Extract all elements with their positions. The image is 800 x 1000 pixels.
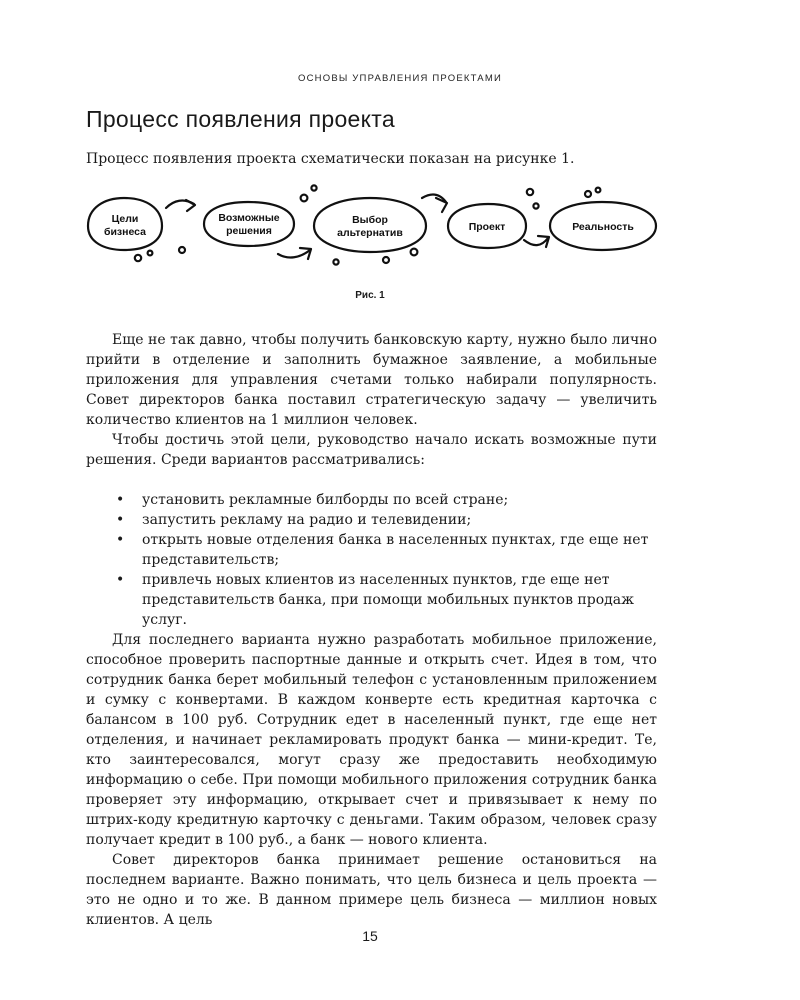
- paragraph: Для последнего варианта нужно разработать мобильное приложение, способное проверить паспортные данные и открыть счет. Идея в том, что сотрудник банка берет мобильный телефон с установленным приложением и сумку с конвертами. В каждом конверте есть кредитная карточка с балансом в 100 руб. Сотрудник едет в населенный пункт, где еще нет отделения, и начинает рекламировать продукт банка — мини-кредит. Те, кто заинтересовался, могут сразу же предоставить необходимую информацию о себе. При помощи мобильного приложения сотрудник банка проверяет эту информацию, открывает счет и привязывает к нему по штрих-коду кредитную карточку с деньгами. Таким образом, человек сразу получает кредит в 100 руб., а банк — нового клиента.: [86, 632, 657, 848]
- bullet-icon: •: [116, 572, 125, 588]
- page-number: 15: [362, 928, 378, 944]
- node-choice-line1: Выбор: [352, 214, 388, 226]
- process-diagram: [78, 184, 678, 266]
- node-solutions-line1: Возможные: [218, 212, 280, 224]
- running-head: ОСНОВЫ УПРАВЛЕНИЯ ПРОЕКТАМИ: [298, 73, 502, 84]
- list-item: [86, 570, 657, 630]
- list-item: [86, 510, 657, 530]
- arrow-icon: [186, 200, 195, 211]
- node-project: Проект: [468, 221, 506, 233]
- node-choice-line2: альтернатив: [337, 227, 403, 239]
- node-goals-line1: Цели: [111, 213, 139, 225]
- node-solutions-line2: решения: [226, 225, 272, 237]
- paragraph: Совет директоров банка принимает решение остановиться на последнем варианте. Важно понимать, что цель бизнеса и цель проекта — это не одно и то же. В данном примере цель бизнеса — миллион новых клиентов. А цель: [86, 852, 657, 928]
- paragraph: Еще не так давно, чтобы получить банковскую карту, нужно было лично прийти в отделение и заполнить бумажное заявление, а мобильные приложения для управления счетами только набирали популярность. Совет директоров банка поставил стратегическую задачу — увеличить количество клиентов на 1 миллион человек.: [86, 332, 657, 428]
- body-text-top: [86, 330, 657, 470]
- section-title: Процесс появления проекта: [86, 106, 395, 132]
- node-reality: Реальность: [572, 221, 634, 233]
- paragraph: Чтобы достичь этой цели, руководство начало искать возможные пути решения. Среди вариантов рассматривались:: [86, 432, 657, 468]
- bullet-list: [86, 490, 657, 630]
- list-item-text: запустить рекламу на радио и телевидении;: [142, 512, 472, 528]
- intro-paragraph: Процесс появления проекта схематически показан на рисунке 1.: [86, 151, 575, 167]
- body-text-bottom: [86, 630, 657, 930]
- list-item-text: открыть новые отделения банка в населенных пунктах, где еще нет представительств;: [142, 532, 649, 568]
- list-item: [86, 490, 657, 510]
- bullet-icon: •: [116, 512, 125, 528]
- figure-caption: Рис. 1: [355, 290, 385, 301]
- node-goals-line2: бизнеса: [103, 226, 147, 238]
- bullet-icon: •: [116, 532, 125, 548]
- list-item: [86, 530, 657, 570]
- bubble-shape: [204, 202, 294, 246]
- list-item-text: привлечь новых клиентов из населенных пунктов, где еще нет представительств банка, при помощи мобильных пунктов продаж услуг.: [142, 572, 634, 628]
- arrow-icon: [524, 238, 548, 245]
- list-item-text: установить рекламные билборды по всей стране;: [142, 492, 509, 508]
- arrow-icon: [278, 250, 310, 257]
- bullet-icon: •: [116, 492, 125, 508]
